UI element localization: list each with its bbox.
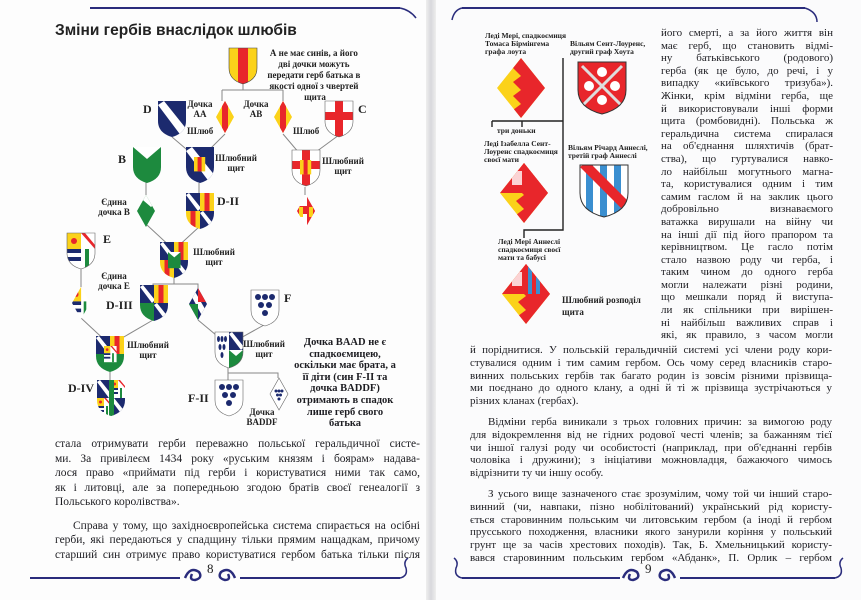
text-line: ватажка вирушали на війну чи <box>661 215 833 228</box>
label-marriage: Шлюб <box>187 126 214 136</box>
label-three-daughters: три доньки <box>497 126 536 135</box>
text-line: й поріднитися. У польській геральдичній системі усі члени роду кори- <box>470 344 832 356</box>
label-william-richard: Вільям Річард Аннеслі, третій граф Аннеслі <box>568 143 648 160</box>
label-marriage-shield: Шлюбний щит <box>127 340 169 360</box>
text-line: на інші дії під його прапором та <box>661 228 833 241</box>
label-william-st-lawrence: Вільям Сент-Лоуренс, другий граф Хоута <box>570 39 646 56</box>
label-marriage: Шлюб <box>293 126 320 136</box>
label-daughter-baddf: Дочка BADDF <box>246 407 278 427</box>
label-only-daughter-b: Єдина дочка В <box>98 197 130 217</box>
label-marriage-shield: Шлюбний щит <box>322 156 364 176</box>
text-line: різних кланах (гербах). <box>470 395 579 408</box>
label-daughter-aa: Дочка АА <box>187 99 213 119</box>
text-line: стало назвою роду чи герба, і <box>661 253 833 266</box>
shield-d-iv <box>97 380 126 416</box>
label-b: B <box>118 152 127 166</box>
text-line: стувалися одним і тим самим гербом. Ось чому серед власників старо- <box>470 356 832 369</box>
text-line: які, як правило, з часом могли <box>661 329 833 342</box>
label-marriage-shield: Шлюбний щит <box>193 247 235 267</box>
text-line: що мешкали поряд й виступа- <box>661 291 833 304</box>
text-line: таким чином до одного герба <box>661 266 833 279</box>
text-line: ли як спільники при вирішен- <box>661 304 833 317</box>
text-line: ми. За привілеєм 1434 року «руським князям і боярам» надава- <box>55 452 420 465</box>
text-line: має герб, що становить відмі- <box>661 39 833 52</box>
right-body-text <box>470 344 832 565</box>
text-line: герба (як це було, до речі, і у <box>661 64 833 77</box>
page-title: Зміни гербів внаслідок шлюбів <box>55 22 297 39</box>
label-d-iv: D-IV <box>68 381 94 395</box>
label-d-ii: D-II <box>217 194 240 208</box>
label-d-iii: D-III <box>106 298 133 312</box>
text-line: лося право «приймати під герби і користуватися ними так само, <box>55 467 420 479</box>
left-body-text <box>55 437 420 562</box>
text-line: вався старовинним польським гербом «Абданк», П. Орлик – гербом <box>470 551 832 564</box>
shield-william-st-lawrence <box>578 62 626 114</box>
diamond-daughter-baddf <box>270 378 288 410</box>
text-line: керівництвом. Це гасло потім <box>661 241 833 254</box>
text-line: Відміни герба виникали з трьох головних причин: за вимогою роду <box>488 415 832 428</box>
label-lady-isabella: Леді Ізабелла Сент-Лоуренс спадкоємиця своєї мати <box>484 139 558 164</box>
label-d: D <box>143 102 152 116</box>
text-line: чи іншої галузі роду чи особистості (наприклад, при об'єднанні гербів <box>470 441 832 454</box>
label-only-daughter-e: Єдина дочка Е <box>98 271 130 291</box>
marriage-shield-d-iii <box>96 336 124 372</box>
swirl-icon <box>623 570 638 580</box>
text-line: для відокремлення від не гідних родової честі членів; за бажанням тієї <box>470 428 832 441</box>
page-number: 8 <box>207 561 214 576</box>
text-line: на об'єднання шляхтичів (брат- <box>661 140 833 153</box>
swirl-icon <box>660 570 675 580</box>
label-marriage-shield: Шлюбний щит <box>243 339 285 359</box>
text-line: могли належати різні родини, <box>661 278 833 291</box>
page-number: 9 <box>645 561 652 576</box>
label-c: C <box>358 102 367 116</box>
text-line: грунт ще за часів хрестових походів). Так, Б. Хмельницький користу- <box>470 539 832 552</box>
swirl-icon <box>185 570 200 580</box>
shield-f-ii <box>215 380 243 416</box>
text-line: ми поєднано до одного клану, а одні й ті ж прізвища зустрічаються у <box>470 382 832 395</box>
text-line: старший син отримує право користуватися гербом батька тільки після <box>55 548 420 561</box>
text-line: винних польських гербів так багато родин із зовсім різними прізвища- <box>470 369 832 382</box>
text-line: ється старовинним польським чи литовським гербом (а іноді й гербом <box>470 513 832 526</box>
label-lady-mary: Леді Мері, спадкоємиця Томаса Бірмінгема графа лоута <box>485 31 567 56</box>
text-line: самим гаслом й на заклик цього <box>661 190 833 203</box>
text-line: З усього вище зазначеного стає зрозумілим, чому той чи інший старо- <box>488 487 832 500</box>
swirl-icon <box>220 570 235 580</box>
text-line: винний (чи, навпаки, пізно нобілітований) український рід користу- <box>470 500 832 513</box>
label-lady-mary-annesley: Леді Мері Аннеслі спадкоємиця своєї мати та бабусі <box>498 237 561 262</box>
right-column-text <box>661 27 833 342</box>
shield-william-richard-annesley <box>580 161 632 217</box>
text-line: чоловіка і дружини); з ініціативи можновладця, бажаючого чимось <box>470 454 832 467</box>
text-line: ну батьківського (родового) <box>661 52 833 65</box>
diamond-lady-mary <box>497 58 545 118</box>
text-line: геральдична система спиралася <box>661 127 833 140</box>
text-line: та, користувалися одним і тим <box>661 178 833 191</box>
note-baad-daughter: Дочка BAAD не є спадкоємицею, оскільки має брата, а її діти (син F-II та дочка BADDF) отримають в спадок лише герб свого батька <box>294 337 396 430</box>
text-line: випадку «київського тризуба»). <box>661 77 833 90</box>
text-line: й використовували інші форми <box>661 102 833 115</box>
label-daughter-ab: Дочка АВ <box>243 99 269 119</box>
label-f-ii: F-II <box>188 391 209 405</box>
corner-flourish-icon <box>835 558 843 578</box>
text-line: прусського походження, власники якого занурили коріння у польський <box>470 526 832 539</box>
text-line: відрізнити ту чи іншу особу. <box>470 467 604 480</box>
label-f: F <box>284 291 292 305</box>
label-split-shield: Шлюбний розподіл щита <box>562 295 641 317</box>
text-line: Польського королівства». <box>55 496 180 508</box>
note-a-no-sons: А не має синів, а його дві дочки можуть передати герб батька в якості одної з чвертей щита <box>267 48 361 102</box>
diamond-lady-mary-annesley <box>502 264 550 324</box>
text-line: його смерті, а за його життя він <box>661 27 833 39</box>
text-line: Справа у тому, що західноєвропейська система спирається на осібні <box>73 519 420 532</box>
text-line: ні найбільш важливих справ і <box>661 316 833 329</box>
label-e: E <box>103 232 112 246</box>
diamond-lady-isabella <box>500 163 548 223</box>
text-line: як і литовці, але за попередньою згодою братів своєї генеалогії з <box>55 481 420 494</box>
corner-flourish-icon <box>454 558 462 578</box>
text-line: ства), що гуртувалися навко- <box>661 152 833 165</box>
text-line: стала отримувати герби переважно польської геральдичної систе- <box>55 438 420 450</box>
label-marriage-shield: Шлюбний щит <box>215 153 257 173</box>
text-line: Жінки, крім відміни герба, ще <box>661 89 833 102</box>
text-line: добровільно визнаваємого <box>661 203 833 216</box>
text-line: щита (ромбовидні). Польська ж <box>661 115 833 128</box>
text-line: герби, які передаються у спадщину тільки прямим нащадкам, причому <box>55 534 420 546</box>
text-line: ло найбільш могутнього магна- <box>661 165 833 178</box>
